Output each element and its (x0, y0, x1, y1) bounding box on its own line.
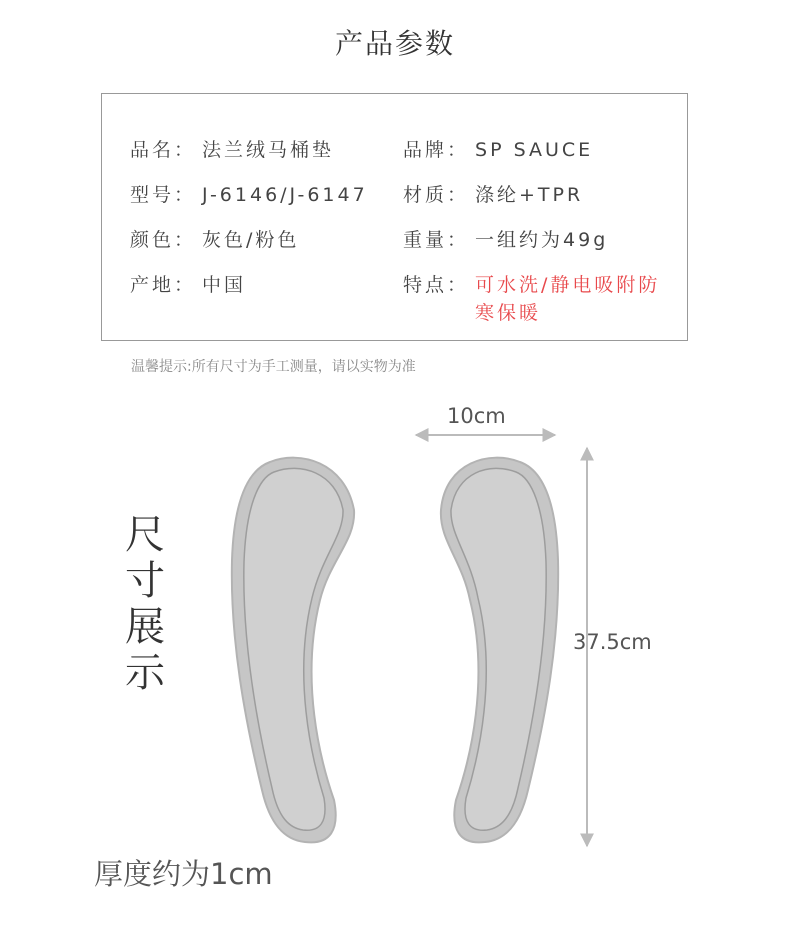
height-label: 37.5cm (573, 630, 652, 654)
spec-material-label: 材质： (403, 184, 470, 206)
size-title-char: 展 (125, 604, 165, 650)
spec-weight-label: 重量： (403, 229, 470, 251)
spec-color-label: 颜色： (130, 229, 197, 251)
spec-origin-value: 中国 (202, 274, 247, 296)
page-title: 产品参数 (334, 27, 455, 60)
right-seat-pad (441, 458, 558, 843)
thickness-label: 厚度约为1cm (94, 857, 273, 891)
size-title-char: 尺 (125, 512, 165, 558)
measurement-note: 温馨提示:所有尺寸为手工测量，请以实物为准 (131, 359, 416, 375)
size-display-title (122, 512, 168, 696)
spec-material-value: 涤纶+TPR (475, 184, 584, 206)
spec-feature-label: 特点： (403, 274, 470, 296)
spec-name-value: 法兰绒马桶垫 (202, 139, 335, 161)
spec-model-label: 型号： (130, 184, 197, 206)
left-seat-pad (232, 458, 354, 843)
size-title-char: 寸 (125, 558, 165, 604)
spec-weight-value: 一组约为49g (475, 229, 609, 251)
spec-color-value: 灰色/粉色 (202, 229, 300, 251)
spec-origin-label: 产地： (130, 274, 197, 296)
spec-brand-value: SP SAUCE (475, 139, 594, 161)
spec-brand-label: 品牌： (403, 139, 470, 161)
spec-name-label: 品名： (130, 139, 197, 161)
width-label: 10cm (447, 404, 506, 428)
size-title-char: 示 (125, 650, 165, 696)
spec-feature-value: 可水洗/静电吸附防寒保暖 (475, 274, 661, 324)
spec-model-value: J-6146/J-6147 (202, 184, 368, 206)
